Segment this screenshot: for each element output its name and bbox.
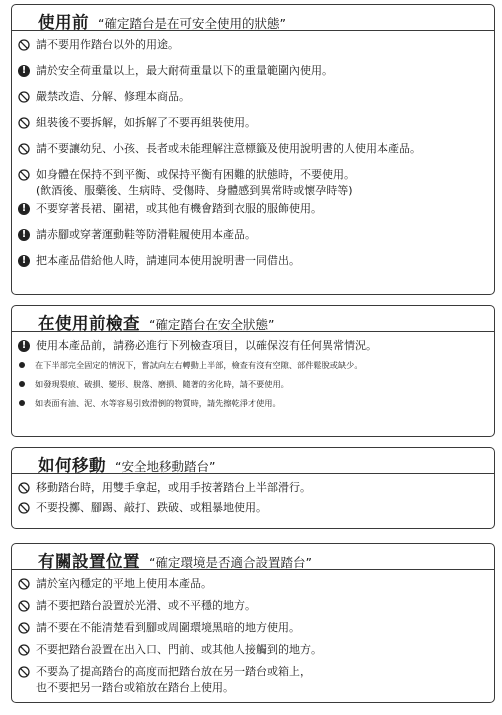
list-item — [12, 33, 494, 61]
prohibited-icon — [16, 598, 32, 614]
list-item — [12, 334, 494, 355]
list-item — [12, 113, 494, 139]
list-item — [12, 640, 494, 662]
prohibited-icon — [16, 500, 32, 516]
bullet-icon — [16, 376, 28, 392]
prohibited-icon — [16, 480, 32, 496]
exclamation-icon: ! — [16, 63, 32, 79]
exclamation-icon: ! — [16, 227, 32, 243]
list-item — [12, 476, 494, 498]
section-title: 在使用前檢查 — [38, 314, 140, 333]
list-item — [12, 498, 494, 518]
item-list — [12, 332, 494, 412]
section-title: 有關設置位置 — [38, 552, 140, 571]
prohibited-icon — [16, 115, 32, 131]
item-text: 在下半部完全固定的情況下，嘗試向左右轉動上半部，檢查有沒有空隙、部件鬆脫或缺少。 — [35, 360, 363, 370]
list-item — [12, 355, 494, 374]
list-item — [12, 374, 494, 393]
list-item — [12, 662, 494, 696]
section-subtitle: “確定踏台是在可安全使用的狀態” — [98, 16, 286, 31]
item-text: 不要穿著長裙、圍裙，或其他有機會踏到衣服的服飾使用。 — [36, 202, 322, 215]
list-item — [12, 139, 494, 165]
bullet-icon — [16, 357, 28, 373]
list-item — [12, 87, 494, 113]
item-text: 請不要用作踏台以外的用途。 — [36, 38, 179, 51]
exclamation-icon: ! — [16, 338, 32, 354]
prohibited-icon — [16, 576, 32, 592]
section-how-to-move — [11, 447, 495, 529]
item-list — [12, 474, 494, 518]
item-text: 如身體在保持不到平衡、或保持平衡有困難的狀態時，不要使用。 (飲酒後、服藥後、生病時、受傷時、身體感到異常時或懷孕時等) — [36, 168, 355, 197]
item-text: 組裝後不要拆解，如拆解了不要再組裝使用。 — [36, 116, 256, 129]
list-item — [12, 61, 494, 87]
section-subtitle: “確定環境是否適合設置踏台” — [149, 555, 312, 570]
section-subtitle: “確定踏台在安全狀態” — [149, 317, 275, 332]
exclamation-icon: ! — [16, 253, 32, 269]
section-header — [12, 544, 494, 570]
list-item — [12, 618, 494, 640]
list-item — [12, 199, 494, 225]
item-text: 嚴禁改造、分解、修理本商品。 — [36, 90, 190, 103]
item-text: 請赤腳或穿著運動鞋等防滑鞋履使用本產品。 — [36, 228, 256, 241]
list-item — [12, 225, 494, 251]
bullet-icon — [16, 395, 28, 411]
item-list — [12, 570, 494, 696]
item-text: 不要投擲、腳踢、敲打、跌破、或粗暴地使用。 — [36, 501, 267, 514]
section-subtitle: “安全地移動踏台” — [115, 459, 216, 474]
section-title: 如何移動 — [38, 456, 106, 475]
list-item — [12, 393, 494, 412]
item-text: 請於室內穩定的平地上使用本產品。 — [36, 577, 212, 590]
prohibited-icon — [16, 642, 32, 658]
exclamation-icon: ! — [16, 201, 32, 217]
item-text: 移動踏台時，用雙手拿起，或用手按著踏台上半部滑行。 — [36, 481, 311, 494]
item-text: 請不要把踏台設置於光滑、或不平穩的地方。 — [36, 599, 256, 612]
item-text: 不要為了提高踏台的高度而把踏台放在另一踏台或箱上， 也不要把另一踏台或箱放在踏台上使用。 — [36, 665, 311, 694]
section-header — [12, 5, 494, 31]
prohibited-icon — [16, 89, 32, 105]
item-text: 把本產品借給他人時，請連同本使用說明書一同借出。 — [36, 254, 300, 267]
section-header — [12, 448, 494, 474]
list-item — [12, 165, 494, 199]
section-title: 使用前 — [38, 13, 89, 32]
item-text: 請不要讓幼兒、小孩、長者或未能理解注意標籤及使用說明書的人使用本產品。 — [36, 142, 421, 155]
section-pre-use-check — [11, 305, 495, 437]
section-before-use — [11, 4, 495, 295]
list-item — [12, 596, 494, 618]
prohibited-icon — [16, 664, 32, 680]
section-installation-location — [11, 543, 495, 703]
list-item — [12, 572, 494, 596]
item-text: 請於安全荷重量以上，最大耐荷重量以下的重量範圍內使用。 — [36, 64, 333, 77]
prohibited-icon — [16, 37, 32, 53]
item-text: 請不要在不能清楚看到腳或周圍環境黑暗的地方使用。 — [36, 621, 300, 634]
list-item — [12, 251, 494, 277]
item-text: 如表面有油、泥、水等容易引致滑倒的物質時，請先擦乾淨才使用。 — [35, 398, 281, 408]
item-list — [12, 31, 494, 277]
item-text: 不要把踏台設置在出入口、門前、或其他人接觸到的地方。 — [36, 643, 322, 656]
section-header — [12, 306, 494, 332]
prohibited-icon — [16, 620, 32, 636]
prohibited-icon — [16, 167, 32, 183]
item-text: 使用本產品前，請務必進行下列檢查項目，以確保沒有任何異常情況。 — [36, 339, 377, 352]
item-text: 如發現裂痕、破損、變形、脫落、磨損、隨著的劣化時，請不要使用。 — [35, 379, 289, 389]
prohibited-icon — [16, 141, 32, 157]
